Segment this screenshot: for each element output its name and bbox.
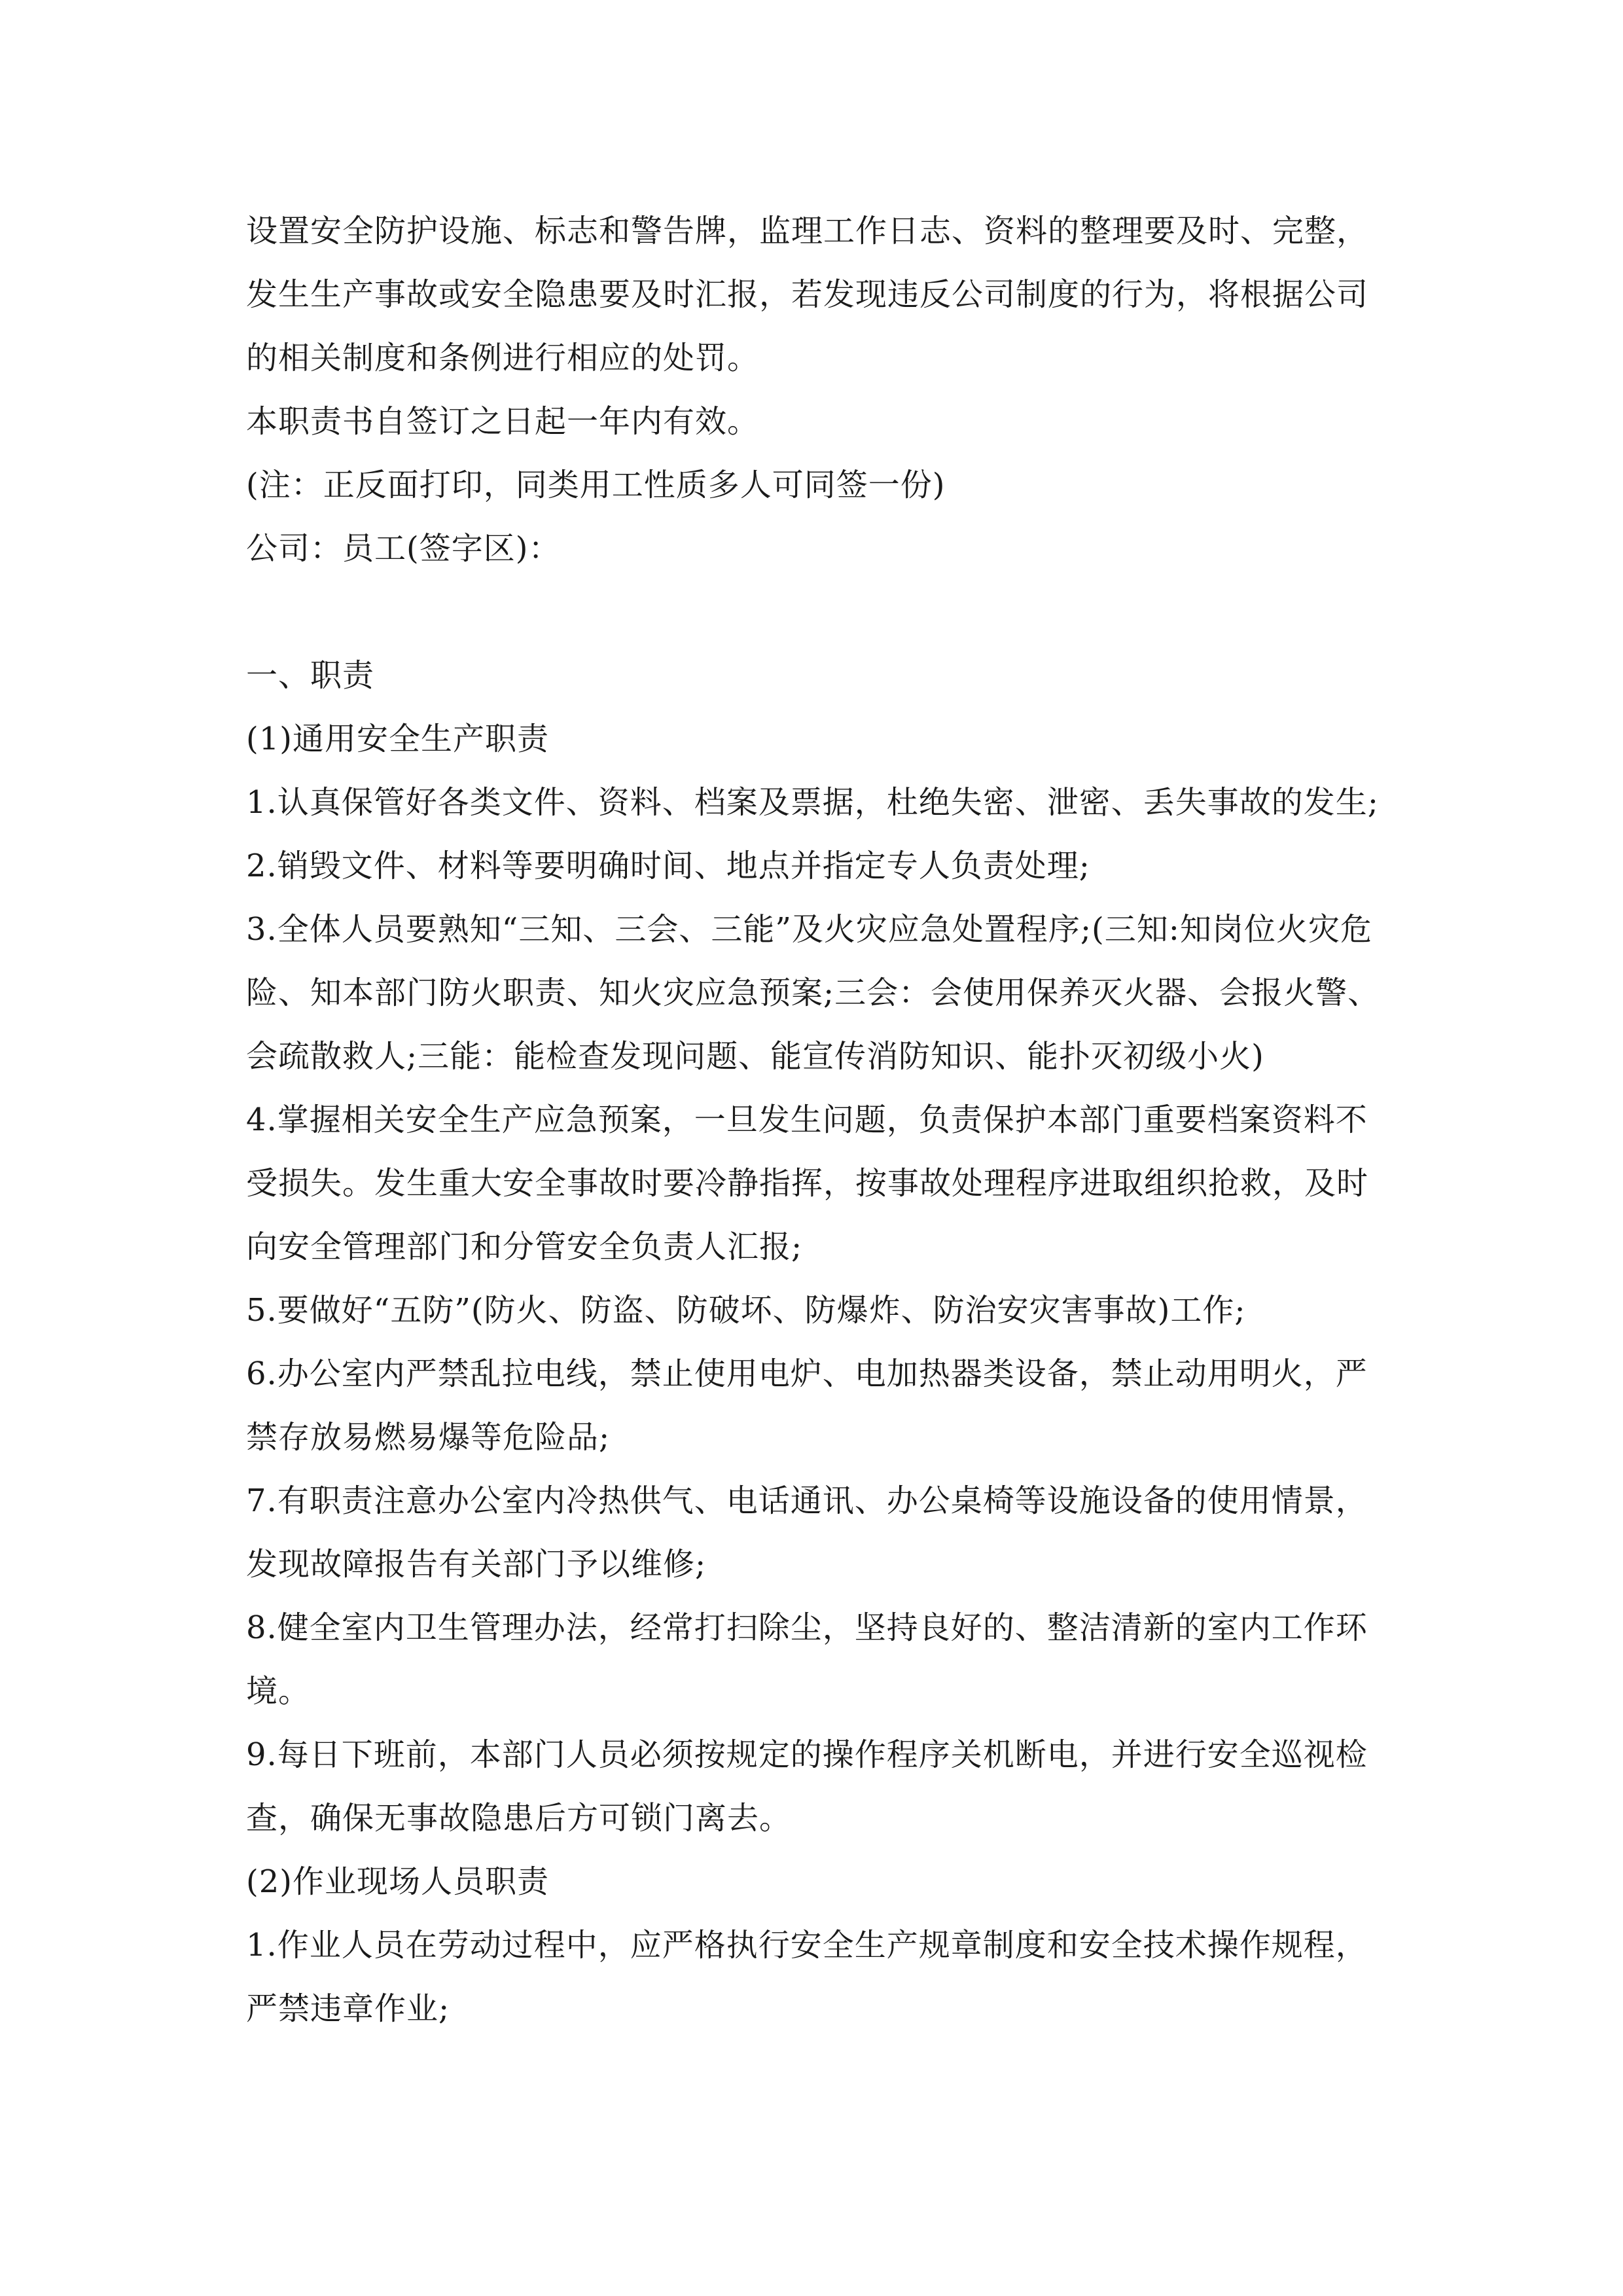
section-heading: 一、职责 — [246, 657, 375, 694]
validity-note: 本职责书自签订之日起一年内有效。 — [246, 403, 760, 440]
onsite-duty-item: 1.作业人员在劳动过程中，应严格执行安全生产规章制度和安全技术操作规程，严禁违章作业; — [246, 1927, 1368, 2027]
onsite-duties-heading: (2)作业现场人员职责 — [246, 1863, 549, 1900]
general-duty-item: 9.每日下班前，本部门人员必须按规定的操作程序关机断电，并进行安全巡视检查，确保无事故隐患后方可锁门离去。 — [246, 1736, 1368, 1837]
document-body — [246, 200, 1385, 2041]
general-duty-item: 3.全体人员要熟知“三知、三会、三能”及火灾应急处置程序;(三知:知岗位火灾危险、知本部门防火职责、知火灾应急预案;三会：会使用保养灭火器、会报火警、会疏散救人;三能：能检查发现问题、能宣传消防知识、能扑灭初级小火) — [246, 911, 1380, 1075]
intro-paragraph: 设置安全防护设施、标志和警告牌，监理工作日志、资料的整理要及时、完整，发生生产事故或安全隐患要及时汇报，若发现违反公司制度的行为，将根据公司的相关制度和条例进行相应的处罚。 — [246, 213, 1369, 376]
signature-line: 公司：员工(签字区)： — [246, 530, 561, 567]
general-duty-item: 1.认真保管好各类文件、资料、档案及票据，杜绝失密、泄密、丢失事故的发生; — [246, 784, 1379, 821]
general-duty-item: 4.掌握相关安全生产应急预案，一旦发生问题，负责保护本部门重要档案资料不受损失。发生重大安全事故时要冷静指挥，按事故处理程序进取组织抢救，及时向安全管理部门和分管安全负责人汇报; — [246, 1102, 1369, 1265]
general-duties-heading: (1)通用安全生产职责 — [246, 721, 549, 757]
general-duty-item: 6.办公室内严禁乱拉电线，禁止使用电炉、电加热器类设备，禁止动用明火，严禁存放易燃易爆等危险品; — [246, 1355, 1368, 1456]
general-duty-item: 2.销毁文件、材料等要明确时间、地点并指定专人负责处理; — [246, 848, 1090, 884]
print-note: (注：正反面打印，同类用工性质多人可同签一份) — [246, 467, 946, 503]
general-duty-item: 8.健全室内卫生管理办法，经常打扫除尘，坚持良好的、整洁清新的室内工作环境。 — [246, 1609, 1368, 1710]
general-duty-item: 7.有职责注意办公室内冷热供气、电话通讯、办公桌椅等设施设备的使用情景，发现故障报告有关部门予以维修; — [246, 1482, 1368, 1583]
general-duty-item: 5.要做好“五防”(防火、防盗、防破坏、防爆炸、防治安灾害事故)工作; — [246, 1292, 1246, 1329]
blank-line — [246, 581, 1385, 644]
